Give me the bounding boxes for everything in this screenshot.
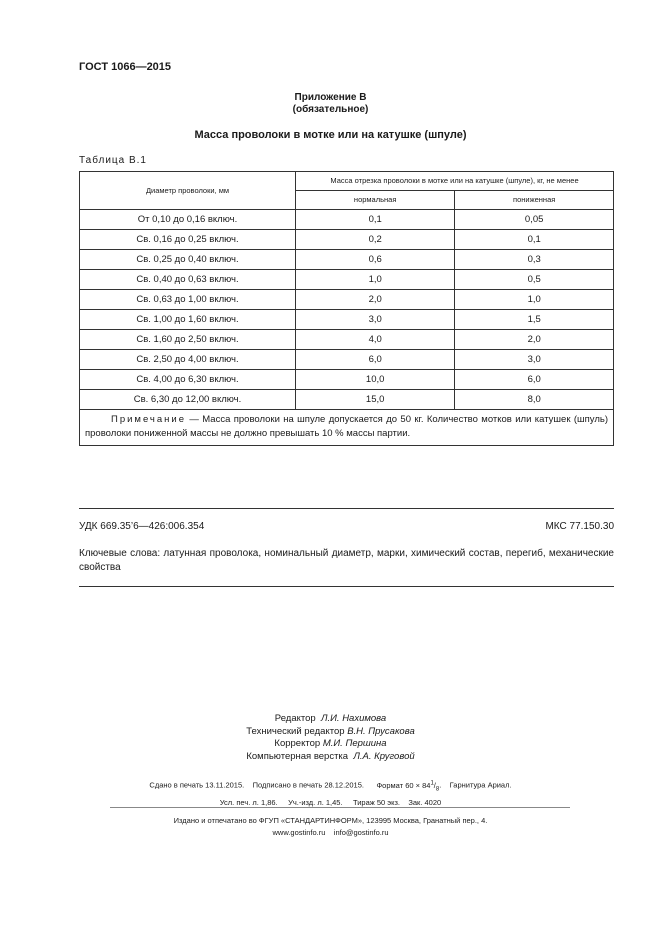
print-sheets: Усл. печ. л. 1,86.	[219, 798, 278, 807]
credit-line	[0, 726, 661, 739]
cell-normal: 1,0	[296, 270, 455, 290]
print-run: Тираж 50 экз.	[352, 798, 401, 807]
cell-reduced: 1,0	[455, 290, 614, 310]
publisher-address: Издано и отпечатано во ФГУП «СТАНДАРТИНФОРМ», 123995 Москва, Гранатный пер., 4.	[173, 816, 488, 825]
col-normal-header: нормальная	[296, 191, 455, 210]
cell-reduced: 1,5	[455, 310, 614, 330]
publisher-contacts	[0, 827, 661, 839]
table-note-row	[80, 410, 614, 446]
credit-role: Технический редактор	[246, 725, 345, 737]
cell-normal: 6,0	[296, 350, 455, 370]
note-label: Примечание	[111, 414, 186, 425]
cell-diameter: От 0,10 до 0,16 включ.	[80, 210, 296, 230]
publisher-email: info@gostinfo.ru	[333, 828, 389, 837]
credit-line	[0, 713, 661, 726]
cell-normal: 3,0	[296, 310, 455, 330]
table-row	[80, 270, 614, 290]
cell-reduced: 2,0	[455, 330, 614, 350]
table-header-row	[80, 172, 614, 191]
print-submitted: Сдано в печать 13.11.2015.	[149, 780, 245, 790]
credits-block	[0, 713, 661, 763]
cell-reduced: 0,05	[455, 210, 614, 230]
credit-role: Компьютерная верстка	[246, 750, 349, 762]
keywords: Ключевые слова: латунная проволока, номинальный диаметр, марки, химический состав, перегиб, механические свойства	[79, 548, 614, 573]
cell-diameter: Св. 4,00 до 6,30 включ.	[80, 370, 296, 390]
note-text: — Масса проволоки на шпуле допускается до 50 кг. Количество мотков или катушек (шпуль) проволоки пониженной массы не должно превышать 10 % массы партии.	[85, 414, 608, 439]
table-row	[80, 370, 614, 390]
print-info	[0, 777, 661, 809]
cell-normal: 15,0	[296, 390, 455, 410]
credit-person: В.Н. Прусакова	[347, 725, 415, 737]
publisher-block	[0, 815, 661, 839]
cell-diameter: Св. 1,00 до 1,60 включ.	[80, 310, 296, 330]
divider-bottom	[79, 586, 614, 587]
table-row	[80, 310, 614, 330]
cell-diameter: Св. 2,50 до 4,00 включ.	[80, 350, 296, 370]
mass-table	[79, 171, 614, 446]
credit-person: Л.И. Нахимова	[320, 713, 387, 724]
print-signed: Подписано в печать 28.12.2015.	[252, 780, 364, 790]
appendix-title: Приложение В	[294, 92, 367, 103]
credit-person: М.И. Першина	[322, 738, 387, 749]
appendix-heading	[0, 92, 661, 116]
cell-reduced: 0,1	[455, 230, 614, 250]
mks-code: МКС 77.150.30	[545, 521, 614, 532]
document-header: ГОСТ 1066—2015	[79, 61, 172, 73]
table-row	[80, 330, 614, 350]
publisher-website: www.gostinfo.ru	[272, 828, 326, 837]
cell-diameter: Св. 0,16 до 0,25 включ.	[80, 230, 296, 250]
udk-code: УДК 669.35’6—426:006.354	[79, 521, 205, 532]
table-row	[80, 210, 614, 230]
print-typeface: Гарнитура Ариал.	[449, 780, 512, 790]
cell-diameter: Св. 1,60 до 2,50 включ.	[80, 330, 296, 350]
cell-reduced: 0,5	[455, 270, 614, 290]
table-row	[80, 390, 614, 410]
table-row	[80, 350, 614, 370]
cell-reduced: 0,3	[455, 250, 614, 270]
cell-reduced: 3,0	[455, 350, 614, 370]
credit-line	[0, 738, 661, 751]
divider-top	[79, 508, 614, 509]
cell-reduced: 8,0	[455, 390, 614, 410]
cell-diameter: Св. 0,63 до 1,00 включ.	[80, 290, 296, 310]
cell-normal: 0,2	[296, 230, 455, 250]
credit-person: Л.А. Круговой	[353, 750, 415, 762]
col-diameter-header: Диаметр проволоки, мм	[80, 172, 296, 210]
cell-normal: 0,6	[296, 250, 455, 270]
print-line-1: Сдано в печать 13.11.2015. Подписано в печать 28.12.2015. Формат $60 \times 84^1/_8$. Гарнитура Ариал.	[149, 780, 512, 792]
print-format: Формат $60 \times 84^1/_8$	[376, 780, 440, 792]
col-reduced-header: пониженная	[455, 191, 614, 210]
cell-diameter: Св. 0,25 до 0,40 включ.	[80, 250, 296, 270]
table-note	[80, 410, 614, 446]
credit-line	[0, 751, 661, 764]
cell-normal: 2,0	[296, 290, 455, 310]
credit-role: Редактор	[274, 713, 316, 724]
table-row	[80, 230, 614, 250]
print-order: Зак. 4020	[408, 798, 442, 807]
cell-diameter: Св. 0,40 до 0,63 включ.	[80, 270, 296, 290]
cell-normal: 10,0	[296, 370, 455, 390]
cell-reduced: 6,0	[455, 370, 614, 390]
table-row	[80, 250, 614, 270]
cell-normal: 0,1	[296, 210, 455, 230]
print-divider	[110, 807, 570, 808]
col-mass-group-header: Масса отрезка проволоки в мотке или на катушке (шпуле), кг, не менее	[296, 172, 614, 191]
credit-role: Корректор	[274, 738, 321, 749]
print-publisher-sheets: Уч.-изд. л. 1,45.	[288, 798, 343, 807]
section-title: Масса проволоки в мотке или на катушке (шпуле)	[194, 129, 467, 141]
appendix-status: (обязательное)	[292, 104, 369, 115]
table-row	[80, 290, 614, 310]
cell-diameter: Св. 6,30 до 12,00 включ.	[80, 390, 296, 410]
cell-normal: 4,0	[296, 330, 455, 350]
table-caption: Таблица В.1	[79, 155, 147, 166]
